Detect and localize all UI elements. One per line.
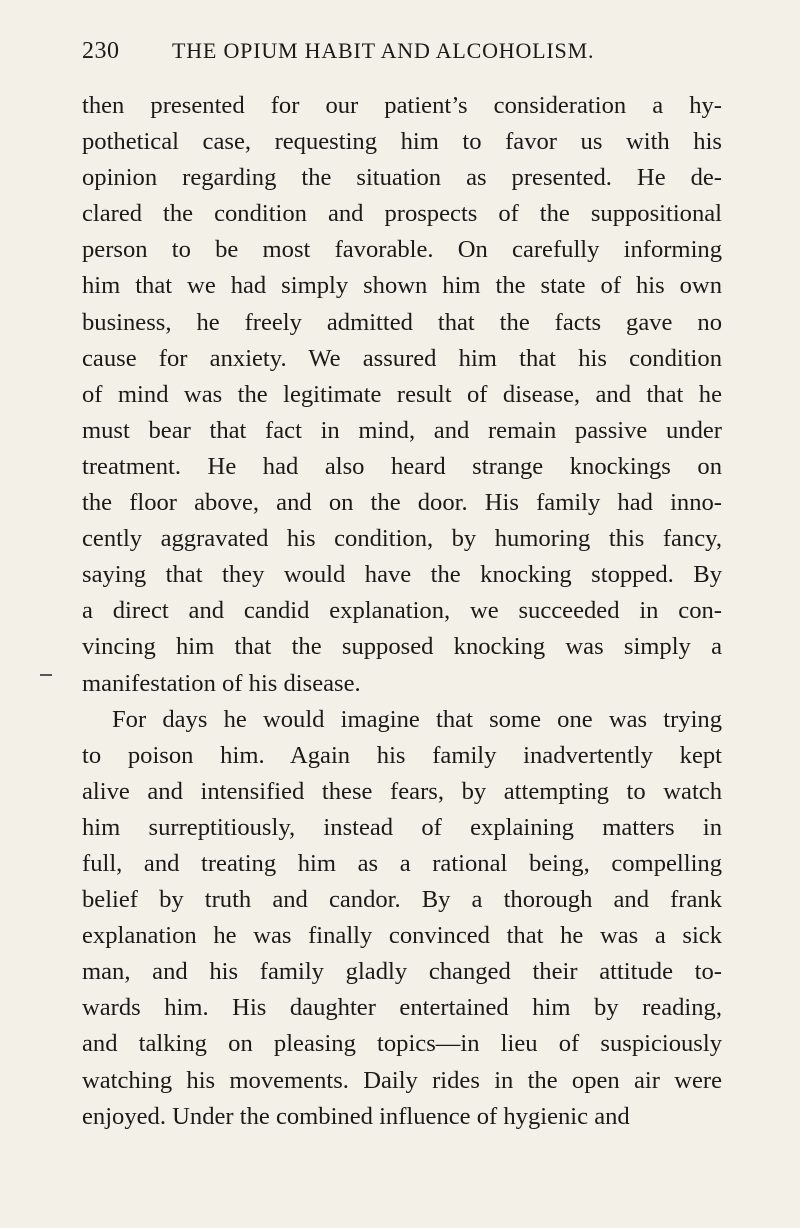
paragraph-2 [82,702,722,1135]
text-line: person to be most favorable. On carefully informing [82,236,722,264]
text-line: alive and intensified these fears, by attempting to watch [82,777,722,805]
text-line: the floor above, and on the door. His family had inno- [82,489,722,517]
text-line: For days he would imagine that some one was trying [112,705,722,733]
text-line: to poison him. Again his family inadvertently kept [82,741,722,769]
text-line: man, and his family gladly changed their attitude to- [82,958,722,986]
text-line: vincing him that the supposed knocking was simply a [82,633,722,661]
text-line: cently aggravated his condition, by humoring this fancy, [82,525,722,553]
text-line: treatment. He had also heard strange knockings on [82,452,722,480]
text-line: pothetical case, requesting him to favor us with his [82,128,722,156]
running-head [82,38,722,78]
running-title: THE OPIUM HABIT AND ALCOHOLISM. [172,38,595,63]
text-line: watching his movements. Daily rides in the open air were [82,1066,722,1094]
text-line: opinion regarding the situation as presented. He de- [82,164,722,192]
text-line: cause for anxiety. We assured him that his condition [82,344,722,372]
text-line: manifestation of his disease. [82,669,361,697]
margin-mark [40,674,52,676]
text-line: and talking on pleasing topics—in lieu of suspiciously [82,1030,722,1058]
text-line: must bear that fact in mind, and remain passive under [82,416,722,444]
text-line: business, he freely admitted that the facts gave no [82,308,722,336]
text-line: clared the condition and prospects of the suppositional [82,200,722,228]
page-number: 230 [82,38,120,64]
text-line: saying that they would have the knocking stopped. By [82,561,722,589]
body-text [82,88,722,1135]
text-line: enjoyed. Under the combined influence of hygienic and [82,1102,630,1130]
paragraph-1 [82,88,722,702]
text-line: belief by truth and candor. By a thorough and frank [82,886,722,914]
text-line: full, and treating him as a rational being, compelling [82,849,722,877]
text-line: wards him. His daughter entertained him by reading, [82,994,722,1022]
text-line: him that we had simply shown him the state of his own [82,272,722,300]
text-line: explanation he was finally convinced that he was a sick [82,922,722,950]
text-line: then presented for our patient’s consideration a hy- [82,92,722,119]
text-line: of mind was the legitimate result of disease, and that he [82,380,722,408]
text-line: him surreptitiously, instead of explaining matters in [82,813,722,841]
text-line: a direct and candid explanation, we succeeded in con- [82,597,722,625]
